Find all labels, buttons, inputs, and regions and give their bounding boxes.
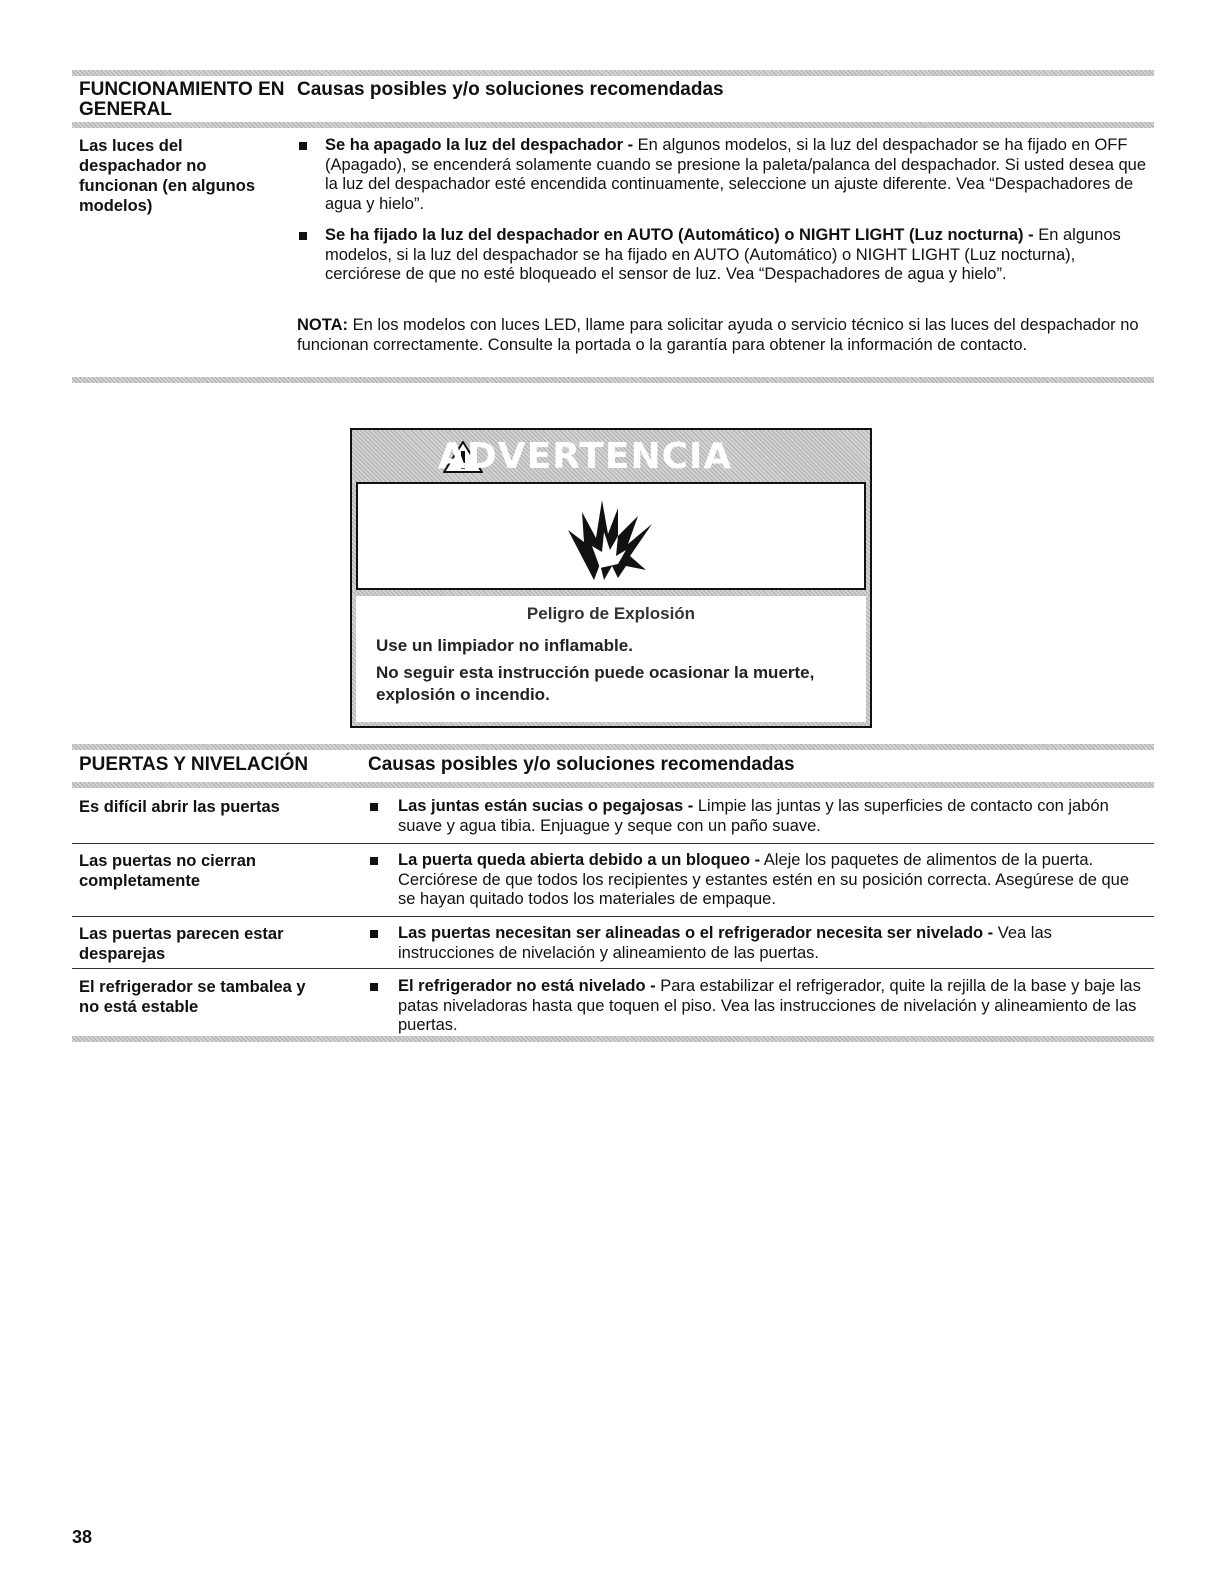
- warning-instruction: Use un limpiador no inflamable.: [376, 636, 633, 655]
- table2-row-3-text: Vea las instrucciones de nivelación y alineamiento de las puertas.: [398, 924, 1052, 962]
- table2-row-1-solution: [398, 797, 1150, 836]
- warning-text-panel: [356, 596, 866, 722]
- warning-consequence: No seguir esta instrucción puede ocasionar la muerte, explosión o incendio.: [376, 663, 815, 704]
- table1-top-band: [72, 70, 1154, 76]
- table1-item-1-solution: En algunos modelos, si la luz del despachador se ha fijado en OFF (Apagado), se encenderá solamente cuando se presione la paleta/palanca del despachador. Si usted desea que la luz del despachador esté encendida continuamente, seleccione un ajuste diferente. Vea “Despachadores de agua y hielo”.: [325, 136, 1147, 213]
- table1-item-2: [325, 226, 1147, 285]
- warning-side-right: [866, 482, 870, 726]
- table2-row-3-cause: Las puertas necesitan ser alineadas o el refrigerador necesita ser nivelado -: [398, 924, 994, 942]
- warning-title: ADVERTENCIA: [438, 436, 733, 477]
- table2-row-4-solution: [398, 977, 1150, 1036]
- table1-item-2-solution: En algunos modelos, si la luz del despachador se ha fijado en AUTO (Automático) o NIGHT LIGHT (Luz nocturna), cerciórese de que no esté bloqueado el sensor de luz. Vea “Despachadores de agua y hielo”.: [325, 226, 1121, 283]
- table2-row-1-cause: Las juntas están sucias o pegajosas -: [398, 797, 694, 815]
- table2-row-1-text: Limpie las juntas y las superficies de contacto con jabón suave y agua tibia. Enjuague y seque con un paño suave.: [398, 797, 1109, 835]
- bullet-icon: [370, 857, 378, 865]
- table2-row-1-label: Es difícil abrir las puertas: [79, 798, 280, 816]
- warning-icon-panel: [356, 482, 866, 590]
- table2-row-2-label: Las puertas no cierran completamente: [79, 852, 256, 890]
- table2-row-2-text: Aleje los paquetes de alimentos de la puerta. Cerciórese de que todos los recipientes y estantes estén en su posición correcta. Asegúrese de que se hayan quitado todos los materiales de empaque.: [398, 851, 1130, 908]
- table1-item-2-cause: Se ha fijado la luz del despachador en AUTO (Automático) o NIGHT LIGHT (Luz nocturna) -: [325, 226, 1034, 244]
- table2-row-2-solution: [398, 851, 1150, 910]
- table1-header-problem: FUNCIONAMIENTO EN GENERAL: [79, 79, 285, 120]
- warning-header: [352, 430, 870, 482]
- table1-note: [297, 316, 1147, 355]
- bullet-icon: [370, 983, 378, 991]
- table2-row-3-label: Las puertas parecen estar desparejas: [79, 925, 284, 963]
- table1-header-solutions: Causas posibles y/o soluciones recomendadas: [297, 79, 724, 100]
- table2-top-band: [72, 744, 1154, 750]
- note-label: NOTA:: [297, 316, 349, 334]
- table2-row-2-cause: La puerta queda abierta debido a un bloqueo -: [398, 851, 761, 869]
- row-divider: [72, 843, 1154, 844]
- bullet-icon: [299, 142, 307, 150]
- table1-bottom-band: [72, 377, 1154, 383]
- warning-box: [350, 428, 872, 728]
- table2-row-4-label: El refrigerador se tambalea y no está estable: [79, 978, 306, 1016]
- row-divider: [72, 968, 1154, 969]
- table2-row-4-text: Para estabilizar el refrigerador, quite la rejilla de la base y baje las patas niveladoras hasta que toquen el piso. Vea las instrucciones de nivelación y alineamiento de las puertas.: [398, 977, 1141, 1034]
- warning-hazard: Peligro de Explosión: [526, 604, 696, 623]
- table2-header-solutions: Causas posibles y/o soluciones recomendadas: [368, 754, 795, 775]
- page-number: 38: [72, 1527, 93, 1547]
- row-divider: [72, 916, 1154, 917]
- bullet-icon: [370, 803, 378, 811]
- bullet-icon: [299, 232, 307, 240]
- note-text: En los modelos con luces LED, llame para solicitar ayuda o servicio técnico si las luces del despachador no funcionan correctamente. Consulte la portada o la garantía para obtener la información de contacto.: [297, 316, 1139, 354]
- table1-item-1-cause: Se ha apagado la luz del despachador -: [325, 136, 634, 154]
- table2-row-3-solution: [398, 924, 1150, 963]
- table2-bottom-band: [72, 1036, 1154, 1042]
- table1-header-band: [72, 122, 1154, 128]
- table1-row-label: Las luces del despachador no funcionan (en algunos modelos): [79, 137, 255, 215]
- warning-bottom-band: [352, 722, 870, 726]
- table2-row-4-cause: El refrigerador no está nivelado -: [398, 977, 656, 995]
- explosion-icon: [556, 490, 666, 586]
- table1-item-1: [325, 136, 1147, 214]
- table2-header-problem: PUERTAS Y NIVELACIÓN: [79, 754, 309, 775]
- table2-header-band: [72, 782, 1154, 788]
- bullet-icon: [370, 930, 378, 938]
